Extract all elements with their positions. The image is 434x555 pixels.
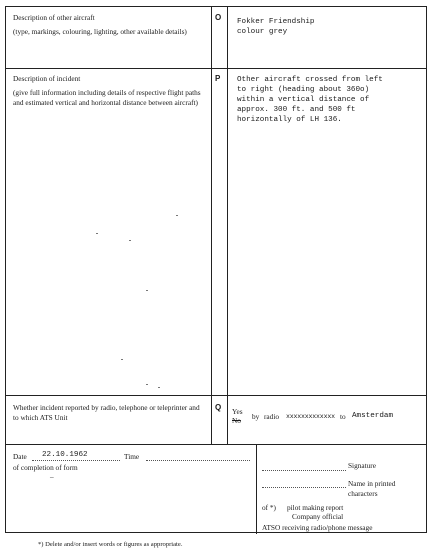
of-prefix: of *) — [262, 503, 276, 512]
other-aircraft-type: Fokker Friendship — [237, 18, 315, 26]
incident-line-2: to right (heading about 360o) — [237, 86, 370, 94]
reported-radio: radio — [264, 412, 279, 421]
scan-speck — [129, 240, 131, 241]
reported-no: No — [232, 416, 241, 425]
section-code-q: Q — [215, 403, 222, 412]
scan-speck — [146, 290, 148, 291]
pilot-making-report: pilot making report — [287, 503, 344, 512]
reported-label: Whether incident reported by radio, telephone or teleprinter and to which ATS Unit — [13, 403, 200, 422]
incident-report-form — [5, 6, 427, 533]
incident-line-1: Other aircraft crossed from left — [237, 76, 383, 84]
completion-dash: – — [50, 472, 54, 481]
section-code-o: O — [215, 13, 222, 22]
divider-row-2 — [6, 395, 426, 396]
scan-speck — [158, 387, 160, 388]
other-aircraft-label: Description of other aircraft — [13, 13, 95, 22]
time-label: Time — [124, 452, 140, 461]
incident-label: Description of incident — [13, 74, 81, 83]
of-completion-label: of completion of form — [13, 463, 78, 472]
reported-struck-out: xxxxxxxxxxxxx — [286, 413, 335, 420]
date-value: 22.10.1962 — [42, 451, 88, 459]
signature-dotted-line — [262, 470, 346, 471]
reported-yes: Yes — [232, 407, 243, 416]
incident-hint: (give full information including details of respective flight paths and estimated vertical and horizontal distance between aircraft) — [13, 88, 201, 107]
other-aircraft-hint: (type, markings, colouring, lighting, other available details) — [13, 27, 187, 36]
scan-speck — [96, 233, 98, 234]
incident-line-5: horizontally of LH 136. — [237, 116, 342, 124]
other-aircraft-colour: colour grey — [237, 28, 288, 36]
name-dotted-line — [262, 487, 346, 488]
footnote: *) Delete and/or insert words or figures as appropriate. — [38, 541, 183, 548]
scan-speck — [146, 384, 148, 385]
signature-box-divider — [256, 444, 257, 534]
date-label: Date — [13, 452, 27, 461]
reported-ats-unit: Amsterdam — [352, 412, 394, 420]
code-column-right — [227, 7, 228, 444]
scan-speck — [176, 215, 178, 216]
divider-row-3 — [6, 444, 426, 445]
signature-label: Signature — [348, 461, 376, 470]
reported-to: to — [340, 412, 346, 421]
divider-row-1 — [6, 68, 426, 69]
name-printed-label: Name in printed characters — [348, 479, 396, 498]
reported-by: by — [252, 412, 260, 421]
company-official: Company official — [292, 512, 344, 521]
section-code-p: P — [215, 74, 221, 83]
atso-receiving: ATSO receiving radio/phone message — [262, 523, 373, 532]
code-column-left — [211, 7, 212, 444]
scan-speck — [121, 359, 123, 360]
time-dotted-line — [146, 460, 250, 461]
incident-line-3: within a vertical distance of — [237, 96, 370, 104]
incident-line-4: approx. 300 ft. and 500 ft — [237, 106, 356, 114]
